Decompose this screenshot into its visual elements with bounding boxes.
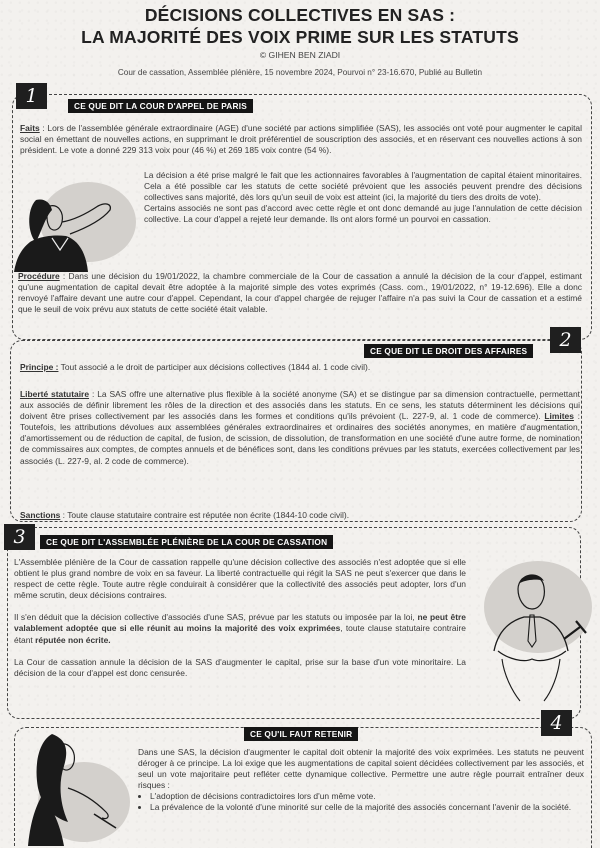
- para2-mid: , toute clause statutaire contraire étant: [14, 623, 466, 645]
- decision-reference: Cour de cassation, Assemblée plénière, 15 novembre 2024, Pourvoi n° 23-16.670, Publié au Bulletin: [117, 68, 483, 77]
- faits-label: Faits: [20, 123, 40, 133]
- assemblee-para-2: [14, 612, 466, 645]
- liberte-label: Liberté statutaire: [20, 389, 90, 399]
- section-2-principe: [20, 362, 576, 373]
- woman-writing-illustration: [24, 722, 134, 848]
- section-2-sanctions: [20, 510, 576, 521]
- assemblee-para-1: L'Assemblée plénière de la Cour de cassation rappelle qu'une décision collective des associés n'est adoptée que si elle obtient le plus grand nombre de voix en sa faveur. La liberté contractuelle qui régit la SAS ne peut s'exercer que dans le respect de cette règle. Toute autre règle conduirait à considérer que la collectivité des associés peut adopter, lors d'un même scrutin, deux décisions contraires.: [14, 557, 466, 601]
- section-3-number: 3: [4, 524, 35, 550]
- retenir-para: Dans une SAS, la décision d'augmenter le capital doit obtenir la majorité des voix exprimées. Les statuts ne peuvent déroger à ce principe. La loi exige que les augmentations de capital soient décidées collectivement par les associés, et seul un vote majoritaire peut refléter cette dynamique collective. Permettre une autre règle pourrait entraîner deux risques :: [138, 747, 584, 791]
- risk-item: • La prévalence de la volonté d'une minorité sur celle de la majorité des associés concernant l'avenir de la société.: [150, 802, 584, 813]
- para2-bold: ne peut être valablement adoptée que si elle réunit au moins la majorité des voix exprimées: [14, 612, 466, 634]
- para2-bold2: réputée non écrite.: [35, 634, 111, 645]
- principe-text: Tout associé a le droit de participer aux décisions collectives (1844 al. 1 code civil).: [58, 362, 371, 372]
- risks-list: [138, 791, 584, 813]
- limites-text: : Toutefois, les attributions dévolues aux assemblées générales extraordinaires et ordinaires des sociétés anonymes, en matière d'augmentation, d'amortissement ou de réduction de capital, de fusion, de scission, de dissolution, de transformation en une société d'une autre forme, de nomination de commissaires aux comptes, de comptes annuels et de bénéfices sont, dans les conditions prévues par les statuts, exercées collectivement par les associés (L. 227-9, al. 2 code de commerce).: [20, 411, 580, 466]
- contest-text: Certains associés ne sont pas d'accord avec cette règle et ont donc demandé au juge l'annulation de cette décision collective. La cour d'appel a rejeté leur demande. Ils ont alors formé un pourvoi en cassation.: [144, 203, 582, 225]
- title-line-2: LA MAJORITÉ DES VOIX PRIME SUR LES STATUTS: [81, 27, 519, 47]
- section-1-decision: [144, 170, 582, 225]
- section-1-faits: [20, 123, 582, 156]
- lower-body: [502, 659, 560, 701]
- section-2-liberte: [20, 389, 580, 467]
- section-3-heading: CE QUE DIT L'ASSEMBLÉE PLÉNIÈRE DE LA COUR DE CASSATION: [40, 535, 333, 549]
- faits-text: : Lors de l'assemblée générale extraordinaire (AGE) d'une société par actions simplifiée (SAS), les associés ont voté pour augmenter le capital social en émettant de nouvelles actions, en supprimant le droit préférentiel de souscription des associés, et en réservant ces nouvelles actions à son président. Le vote a donné 229 313 voix pour (46 %) et 269 185 voix contre (54 %).: [20, 123, 582, 156]
- risk-item: • L'adoption de décisions contradictoires lors d'un même vote.: [150, 791, 584, 802]
- section-3-body: [14, 557, 466, 679]
- limites-label: Limites: [544, 411, 574, 422]
- decision-text: La décision a été prise malgré le fait que les actionnaires favorables à l'augmentation de capital étaient minoritaires. Cela a été possible car les statuts de cette société prévoient que les associés peuvent prendre des décisions collectives sans majorité, dès lors qu'un seuil de voix est atteint (ici, la majorité du tiers des droits de vote).: [144, 170, 582, 203]
- liberte-text: : La SAS offre une alternative plus flexible à la société anonyme (SA) et se distingue par sa dimension contractuelle, permettant aux associés de définir librement les rôles de la direction et des associés dans les statuts. En ce sens, les statuts déterminent les décisions qui doivent être prises collectivement par les associés dans les formes et conditions qu'ils prévoient (L. 227-9, al. 1 code de commerce).: [20, 389, 580, 422]
- businessman-illustration: [468, 555, 596, 705]
- woman-thinking-illustration: [6, 180, 136, 275]
- principe-label: Principe :: [20, 362, 59, 372]
- section-2-heading: CE QUE DIT LE DROIT DES AFFAIRES: [364, 344, 533, 358]
- title-line-1: DÉCISIONS COLLECTIVES EN SAS :: [144, 5, 456, 25]
- section-4-number: 4: [541, 710, 572, 736]
- section-1-procedure: [18, 271, 582, 315]
- procedure-label: Procédure: [18, 271, 60, 281]
- section-4-body: [138, 747, 584, 814]
- copyright: © GIHEN BEN ZIADI: [259, 50, 341, 60]
- section-1-number: 1: [16, 83, 47, 109]
- section-1-heading: CE QUE DIT LA COUR D'APPEL DE PARIS: [68, 99, 253, 113]
- procedure-text: : Dans une décision du 19/01/2022, la chambre commerciale de la Cour de cassation a annulé la décision de la cour d'appel, estimant qu'une augmentation de capital devait être adoptée à la majorité simple des votes exprimés (Cass. com., 19/01/2022, n° 19-12.696). Elle a donc renvoyé l'affaire devant une autre cour d'appel. Cependant, la cour d'appel chargée de rejuger l'affaire n'a pas suivi la Cour de cassation et a estimé que le seuil de voix prévu aux statuts de cette société était valable.: [18, 271, 582, 315]
- section-4-heading: CE QU'IL FAUT RETENIR: [244, 727, 358, 741]
- assemblee-para-3: La Cour de cassation annule la décision de la SAS d'augmenter le capital, prise sur la base d'un vote minoritaire. La décision de la cour d'appel est donc censurée.: [14, 656, 466, 678]
- para2-start: Il s'en déduit que la décision collective d'associés d'une SAS, prévue par les statuts ou imposée par la loi,: [14, 612, 418, 623]
- sanctions-label: Sanctions: [20, 510, 61, 520]
- section-2-number: 2: [550, 327, 581, 353]
- sanctions-text: : Toute clause statutaire contraire est réputée non écrite (1844-10 code civil).: [60, 510, 350, 520]
